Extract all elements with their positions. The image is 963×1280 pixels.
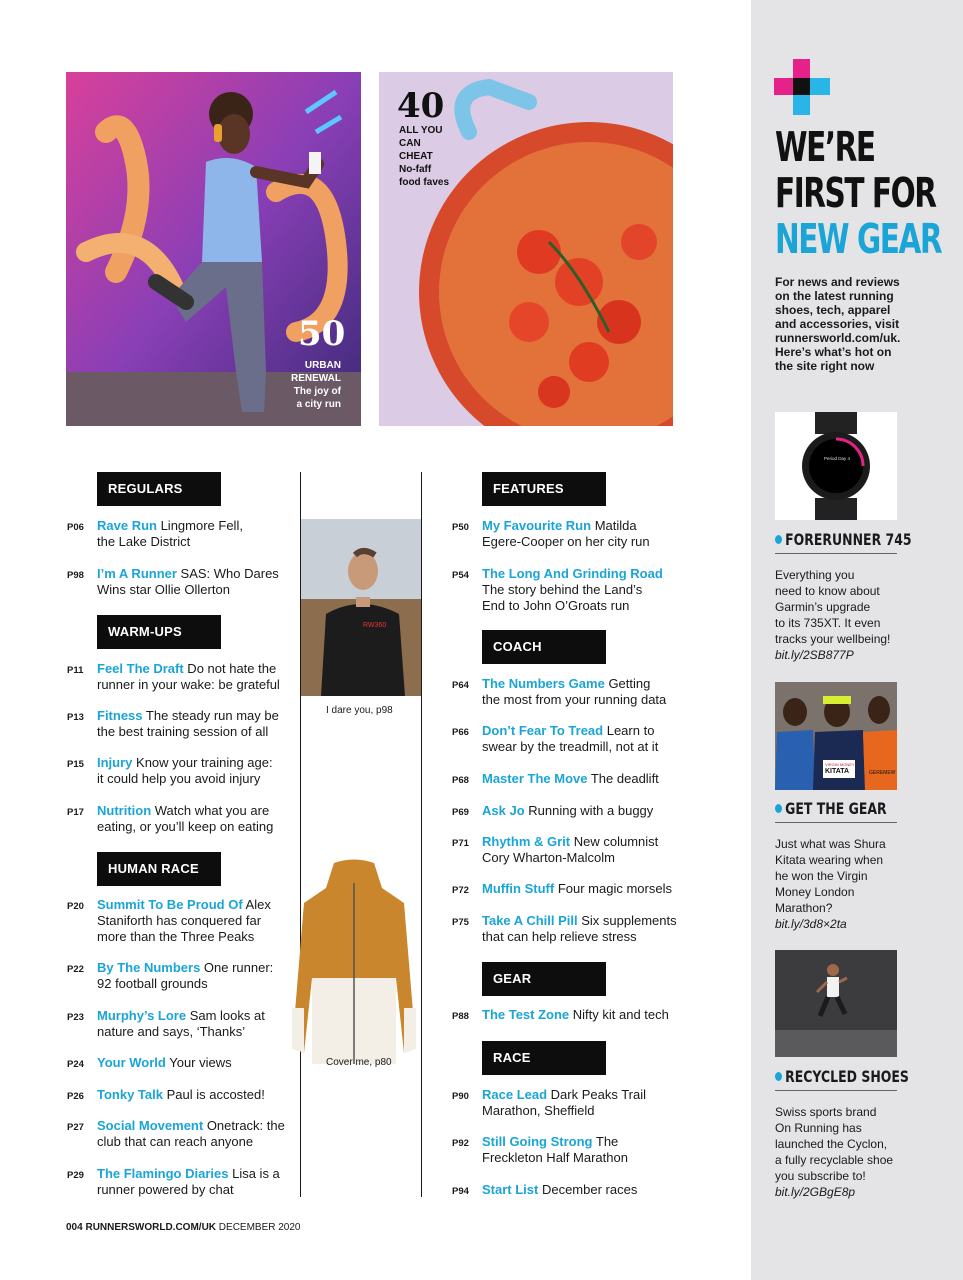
item-line: a fully recyclable shoe	[775, 1153, 894, 1167]
entry-page-number: P22	[67, 964, 84, 975]
cheat-page-number: 40	[397, 86, 445, 126]
entry-desc: SAS: Who Dares	[176, 566, 279, 581]
entry-desc: the best training session of all	[97, 724, 269, 739]
bullet-dot-icon	[775, 804, 782, 813]
entry-desc: 92 football grounds	[97, 976, 208, 991]
contents-entry[interactable]	[67, 803, 297, 835]
get-the-gear-text	[775, 836, 899, 932]
entry-page-number: P90	[452, 1091, 469, 1102]
entry-title[interactable]: Injury	[97, 755, 133, 770]
divider	[775, 553, 897, 554]
recycled-shoes-text	[775, 1104, 899, 1200]
contents-entry[interactable]	[452, 518, 682, 550]
bib-name: KITATA	[825, 768, 850, 775]
section-coach: COACH	[482, 630, 606, 664]
entry-page-number: P15	[67, 759, 84, 770]
entry-desc: End to John O’Groats run	[482, 598, 630, 613]
contents-entry[interactable]	[67, 661, 297, 693]
watch-screen-text: Period Day 4	[824, 456, 851, 461]
intro-line[interactable]: runnersworld.com/uk.	[775, 331, 901, 345]
entry-desc: Wins star Ollie Ollerton	[97, 582, 230, 597]
item-line: Garmin’s upgrade	[775, 600, 871, 614]
entry-desc: Dark Peaks Trail	[547, 1087, 647, 1102]
hero-left-line: URBAN	[304, 360, 341, 371]
forerunner-title-text: FORERUNNER 745	[785, 530, 912, 549]
entry-title[interactable]: The Numbers Game	[482, 676, 605, 691]
entry-desc: more than the Three Peaks	[97, 929, 255, 944]
hero-right-line: CHEAT	[399, 151, 433, 162]
entry-desc: Lingmore Fell,	[156, 518, 243, 533]
contents-entry[interactable]	[67, 708, 297, 740]
contents-entry[interactable]	[452, 834, 682, 866]
entry-desc: the most from your running data	[482, 692, 667, 707]
runner-woman-photo	[775, 950, 897, 1057]
get-the-gear-title-text: GET THE GEAR	[785, 799, 887, 818]
man-in-tshirt	[301, 519, 421, 696]
entry-page-number: P27	[67, 1122, 84, 1133]
entry-desc: Matilda	[591, 518, 637, 533]
contents-entry[interactable]	[67, 1008, 297, 1040]
entry-page-number: P75	[452, 917, 469, 928]
sidebar-heading-line1: WE’RE	[775, 123, 875, 171]
entry-title[interactable]: Nutrition	[97, 803, 152, 818]
entry-title[interactable]: By The Numbers	[97, 960, 201, 975]
get-the-gear-title[interactable]	[775, 799, 887, 818]
cheat-label	[399, 124, 443, 163]
recycled-shoes-link[interactable]: bit.ly/2GBgE8p	[775, 1185, 856, 1199]
sidebar-intro	[775, 275, 905, 373]
watch-icon	[775, 412, 897, 520]
entry-title[interactable]: Murphy’s Lore	[97, 1008, 187, 1023]
entry-desc: the Lake District	[97, 534, 191, 549]
entry-title[interactable]: Summit To Be Proud Of	[97, 897, 243, 912]
item-line: Just what was Shura	[775, 837, 886, 851]
entry-page-number: P13	[67, 712, 84, 723]
entry-desc: Do not hate the	[183, 661, 277, 676]
entry-page-number: P17	[67, 807, 84, 818]
entry-desc: Running with a buggy	[524, 803, 654, 818]
item-line: Swiss sports brand	[775, 1105, 877, 1119]
entry-desc: Paul is accosted!	[162, 1087, 265, 1102]
item-line: On Running has	[775, 1121, 862, 1135]
contents-entry[interactable]	[452, 1007, 682, 1023]
item-line: he won the Virgin	[775, 869, 868, 883]
section-gear: GEAR	[482, 962, 606, 996]
entry-desc: Six supplements	[577, 913, 677, 928]
contents-entry[interactable]	[67, 897, 297, 945]
item-line: Kitata wearing when	[775, 853, 884, 867]
marathon-runners-image[interactable]	[775, 682, 897, 790]
intro-line: the site right now	[775, 359, 875, 373]
hero-right-sub-line: No-faff	[399, 164, 432, 175]
footer-issue: DECEMBER 2020	[218, 1222, 301, 1233]
recycled-shoes-title[interactable]	[775, 1067, 909, 1086]
entry-desc: Learn to	[603, 723, 655, 738]
entry-page-number: P23	[67, 1012, 84, 1023]
entry-page-number: P24	[67, 1059, 84, 1070]
contents-entry[interactable]	[67, 755, 297, 787]
bullet-dot-icon	[775, 1072, 782, 1081]
entry-title[interactable]: The Flamingo Diaries	[97, 1166, 229, 1181]
forerunner-text	[775, 567, 899, 663]
hero-right-line: CAN	[399, 138, 421, 149]
entry-title[interactable]: Feel The Draft	[97, 661, 184, 676]
entry-desc: club that can reach anyone	[97, 1134, 254, 1149]
entry-desc: it could help you avoid injury	[97, 771, 261, 786]
forerunner-link[interactable]: bit.ly/2SB877P	[775, 648, 854, 662]
section-race: RACE	[482, 1041, 606, 1075]
section-warmups: WARM-UPS	[97, 615, 221, 649]
entry-page-number: P98	[67, 570, 84, 581]
sidebar-heading-line3: NEW GEAR	[775, 215, 942, 263]
contents-entry[interactable]	[452, 566, 682, 614]
page-footer	[66, 1222, 301, 1233]
entry-desc: Your views	[165, 1055, 232, 1070]
entry-page-number: P54	[452, 570, 469, 581]
entry-title[interactable]: Race Lead	[482, 1087, 548, 1102]
entry-desc: The steady run may be	[142, 708, 279, 723]
entry-desc: Cory Wharton-Malcolm	[482, 850, 615, 865]
column-divider-right	[421, 472, 422, 1197]
entry-title[interactable]: Master The Move	[482, 771, 588, 786]
urban-renewal-subtitle	[271, 385, 341, 411]
entry-desc: Freckleton Half Marathon	[482, 1150, 628, 1165]
item-line: launched the Cyclon,	[775, 1137, 888, 1151]
entry-title[interactable]: The Test Zone	[482, 1007, 570, 1022]
entry-desc: Nifty kit and tech	[569, 1007, 669, 1022]
entry-page-number: P69	[452, 807, 469, 818]
entry-title[interactable]: My Favourite Run	[482, 518, 592, 533]
entry-desc: swear by the treadmill, not at it	[482, 739, 659, 754]
contents-entry[interactable]	[67, 566, 297, 598]
entry-title[interactable]: Take A Chill Pill	[482, 913, 578, 928]
recycled-shoes-image[interactable]	[775, 950, 897, 1057]
entry-title[interactable]: Start List	[482, 1182, 539, 1197]
get-the-gear-link[interactable]: bit.ly/3d8×2ta	[775, 917, 847, 931]
entry-desc: runner powered by chat	[97, 1182, 234, 1197]
entry-desc: Lisa is a	[228, 1166, 280, 1181]
shirt-logo: RW360	[363, 622, 387, 629]
item-line: Everything you	[775, 568, 855, 582]
urban-renewal-illustration[interactable]	[66, 72, 361, 426]
cheat-subtitle	[399, 163, 449, 189]
entry-page-number: P88	[452, 1011, 469, 1022]
hero-right-sub-line: food faves	[399, 177, 450, 188]
intro-line: and accessories, visit	[775, 317, 900, 331]
contents-entry[interactable]	[452, 1182, 682, 1198]
entry-desc: that can help relieve stress	[482, 929, 637, 944]
entry-title[interactable]: Rhythm & Grit	[482, 834, 571, 849]
entry-page-number: P94	[452, 1186, 469, 1197]
forerunner-title[interactable]	[775, 530, 912, 549]
plus-logo-icon	[774, 59, 830, 115]
entry-page-number: P50	[452, 522, 469, 533]
item-line: you subscribe to!	[775, 1169, 866, 1183]
entry-page-number: P11	[67, 665, 84, 676]
entry-title[interactable]: Tonky Talk	[97, 1087, 163, 1102]
entry-title[interactable]: I’m A Runner	[97, 566, 177, 581]
item-line: Marathon?	[775, 901, 833, 915]
entry-page-number: P29	[67, 1170, 84, 1181]
contents-entry[interactable]	[67, 1166, 297, 1198]
entry-page-number: P72	[452, 885, 469, 896]
entry-page-number: P06	[67, 522, 84, 533]
intro-line: on the latest running	[775, 289, 894, 303]
divider	[775, 822, 897, 823]
entry-desc: The deadlift	[587, 771, 659, 786]
cheat-food-photo[interactable]	[379, 72, 673, 426]
entry-desc: eating, or you’ll keep on eating	[97, 819, 274, 834]
bib-name-2: GEREMEW	[869, 770, 896, 776]
entry-desc: Watch what you are	[151, 803, 270, 818]
entry-desc: Egere-Cooper on her city run	[482, 534, 650, 549]
item-line: Money London	[775, 885, 855, 899]
entry-title[interactable]: Rave Run	[97, 518, 157, 533]
contents-entry[interactable]	[452, 1134, 682, 1166]
entry-page-number: P66	[452, 727, 469, 738]
entry-desc: runner in your wake: be grateful	[97, 677, 280, 692]
entry-desc: New columnist	[570, 834, 659, 849]
entry-desc: Four magic morsels	[554, 881, 672, 896]
contents-entry[interactable]	[67, 1118, 297, 1150]
contents-entry[interactable]	[452, 1087, 682, 1119]
contents-entry[interactable]	[452, 803, 682, 819]
forerunner-watch-image[interactable]	[775, 412, 897, 520]
urban-renewal-label	[291, 359, 341, 385]
contents-entry[interactable]	[452, 771, 682, 787]
contents-entry[interactable]	[452, 723, 682, 755]
entry-desc: The story behind the Land’s	[482, 582, 643, 597]
orange-jacket	[286, 858, 422, 1064]
contents-entry[interactable]	[452, 913, 682, 945]
intro-line: Here’s what’s hot on	[775, 345, 892, 359]
entry-desc: One runner:	[200, 960, 274, 975]
entry-desc: Marathon, Sheffield	[482, 1103, 595, 1118]
entry-title[interactable]: Still Going Strong	[482, 1134, 593, 1149]
item-line: tracks your wellbeing!	[775, 632, 891, 646]
entry-desc: Know your training age:	[132, 755, 273, 770]
entry-desc: Sam looks at	[186, 1008, 265, 1023]
entry-title[interactable]: Don’t Fear To Tread	[482, 723, 604, 738]
entry-title[interactable]: Fitness	[97, 708, 143, 723]
entry-page-number: P64	[452, 680, 469, 691]
entry-page-number: P20	[67, 901, 84, 912]
entry-title[interactable]: Social Movement	[97, 1118, 204, 1133]
entry-page-number: P68	[452, 775, 469, 786]
jacket-photo[interactable]	[286, 858, 422, 1064]
entry-desc: December races	[538, 1182, 638, 1197]
section-regulars: REGULARS	[97, 472, 221, 506]
entry-page-number: P92	[452, 1138, 469, 1149]
contents-entry[interactable]	[452, 881, 682, 897]
intro-line: For news and reviews	[775, 275, 900, 289]
hero-left-sub-line: The joy of	[293, 386, 341, 397]
bullet-dot-icon	[775, 535, 782, 544]
footer-page-number: 004	[66, 1222, 83, 1233]
contents-entry[interactable]	[452, 676, 682, 708]
recycled-shoes-title-text: RECYCLED SHOES	[785, 1067, 909, 1086]
entry-page-number: P26	[67, 1091, 84, 1102]
divider	[775, 1090, 897, 1091]
entry-title[interactable]: Your World	[97, 1055, 166, 1070]
bib-sponsor: VIRGIN MONEY	[825, 762, 855, 767]
hero-right-line: ALL YOU	[399, 125, 443, 136]
entry-page-number: P71	[452, 838, 469, 849]
urban-renewal-page-number: 50	[298, 314, 346, 354]
entry-desc: Onetrack: the	[203, 1118, 285, 1133]
intro-line: shoes, tech, apparel	[775, 303, 891, 317]
jacket-photo-caption: Cover me, p80	[326, 1057, 392, 1068]
item-line: to its 735XT. It even	[775, 616, 881, 630]
hero-left-sub-line: a city run	[296, 399, 341, 410]
item-line: need to know about	[775, 584, 880, 598]
contents-entry[interactable]	[67, 1055, 297, 1071]
section-human-race: HUMAN RACE	[97, 852, 221, 886]
contents-entry[interactable]	[67, 960, 297, 992]
hero-left-line: RENEWAL	[291, 373, 341, 384]
man-photo-caption: I dare you, p98	[326, 705, 393, 716]
sidebar-heading-line2: FIRST FOR	[775, 169, 936, 217]
runners-photo	[775, 682, 897, 790]
entry-title[interactable]: The Long And Grinding Road	[482, 566, 663, 581]
footer-site[interactable]: RUNNERSWORLD.COM/UK	[85, 1222, 217, 1233]
entry-title[interactable]: Ask Jo	[482, 803, 525, 818]
contents-entry[interactable]	[67, 1087, 297, 1103]
contents-entry[interactable]	[67, 518, 297, 550]
entry-desc: Getting	[604, 676, 651, 691]
entry-title[interactable]: Muffin Stuff	[482, 881, 555, 896]
entry-desc: nature and says, ‘Thanks’	[97, 1024, 246, 1039]
section-features: FEATURES	[482, 472, 606, 506]
runner-man-photo[interactable]	[301, 519, 421, 696]
entry-desc: Alex	[242, 897, 271, 912]
entry-desc: The	[592, 1134, 619, 1149]
entry-desc: Staniforth has conquered far	[97, 913, 262, 928]
